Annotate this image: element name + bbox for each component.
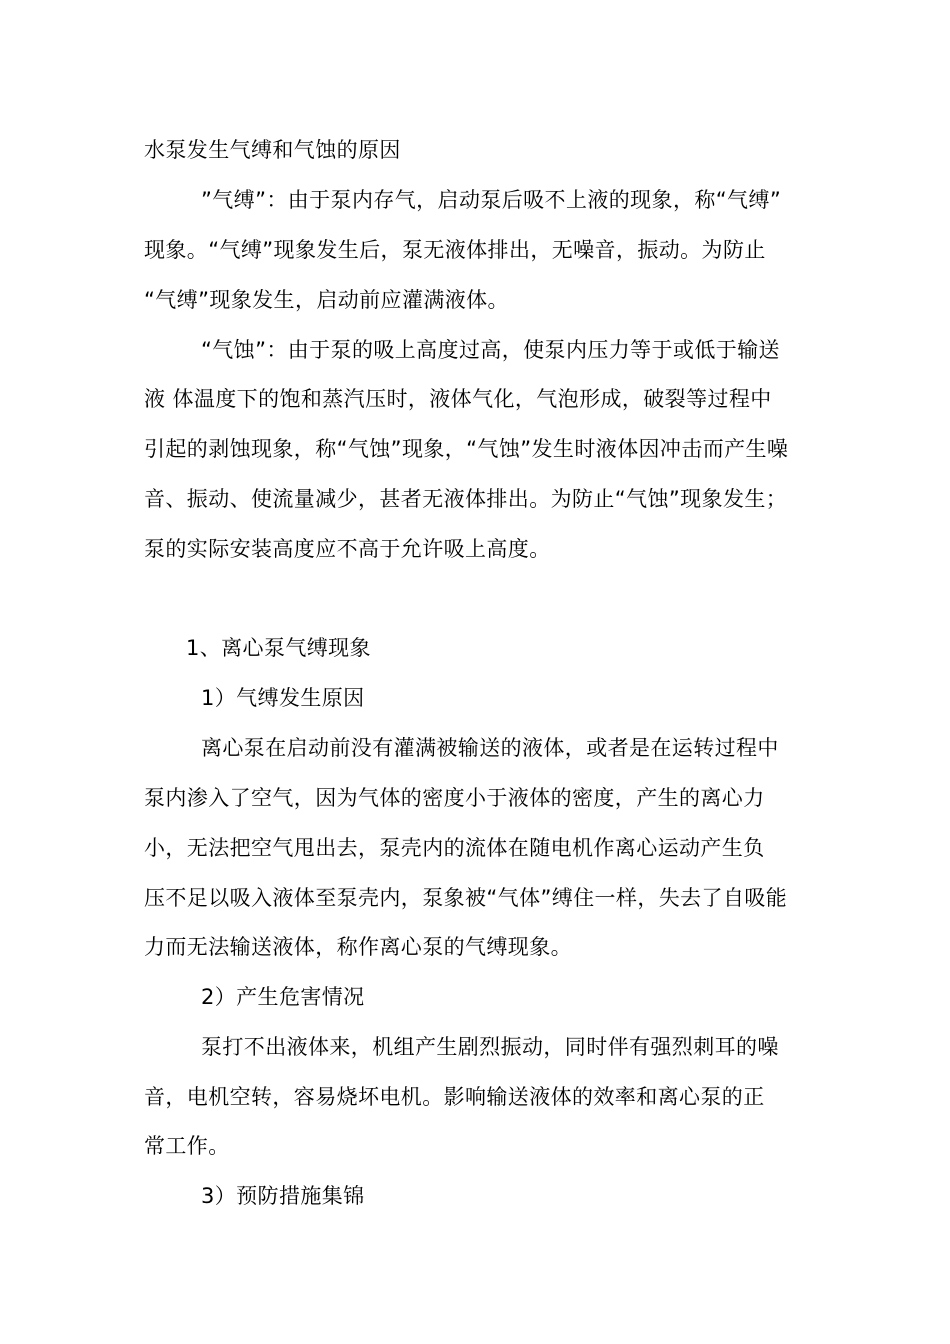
sub2-line-2: 音，电机空转，容易烧坏电机。影响输送液体的效率和离心泵的正 [144, 1085, 765, 1109]
cavitation-line-3: 引起的剥蚀现象，称“气蚀”现象，“气蚀”发生时液体因冲击而产生噪 [144, 437, 789, 461]
sub3-heading: 3）预防措施集锦 [201, 1184, 365, 1208]
sub2-line-3: 常工作。 [144, 1134, 230, 1158]
sub2-line-1: 泵打不出液体来，机组产生剧烈振动，同时伴有强烈刺耳的噪 [201, 1035, 779, 1059]
sub1-line-4: 压不足以吸入液体至泵壳内，泵象被“气体”缚住一样，失去了自吸能 [144, 886, 788, 910]
sub1-heading: 1）气缚发生原因 [201, 686, 365, 710]
sub1-line-2: 泵内渗入了空气，因为气体的密度小于液体的密度，产生的离心力 [144, 786, 765, 810]
cavitation-line-5: 泵的实际安装高度应不高于允许吸上高度。 [144, 537, 551, 561]
sub2-heading: 2）产生危害情况 [201, 985, 365, 1009]
sub1-line-5: 力而无法输送液体，称作离心泵的气缚现象。 [144, 935, 572, 959]
section1-heading: 1、离心泵气缚现象 [186, 636, 371, 660]
cavitation-line-1: “气蚀”：由于泵的吸上高度过高，使泵内压力等于或低于输送 [201, 338, 780, 362]
airbind-line-1: ”气缚”：由于泵内存气，启动泵后吸不上液的现象，称“气缚” [201, 188, 782, 212]
cavitation-line-4: 音、振动、使流量减少，甚者无液体排出。为防止“气蚀”现象发生； [144, 487, 788, 511]
document-title: 水泵发生气缚和气蚀的原因 [144, 138, 401, 162]
sub1-line-1: 离心泵在启动前没有灌满被输送的液体，或者是在运转过程中 [201, 736, 779, 760]
cavitation-line-2: 液 体温度下的饱和蒸汽压时，液体气化，气泡形成，破裂等过程中 [144, 387, 772, 411]
airbind-line-2: 现象。“气缚”现象发生后，泵无液体排出，无噪音，振动。为防止 [144, 238, 766, 262]
airbind-line-3: “气缚”现象发生，启动前应灌满液体。 [144, 288, 509, 312]
sub1-line-3: 小，无法把空气甩出去，泵壳内的流体在随电机作离心运动产生负 [144, 836, 765, 860]
